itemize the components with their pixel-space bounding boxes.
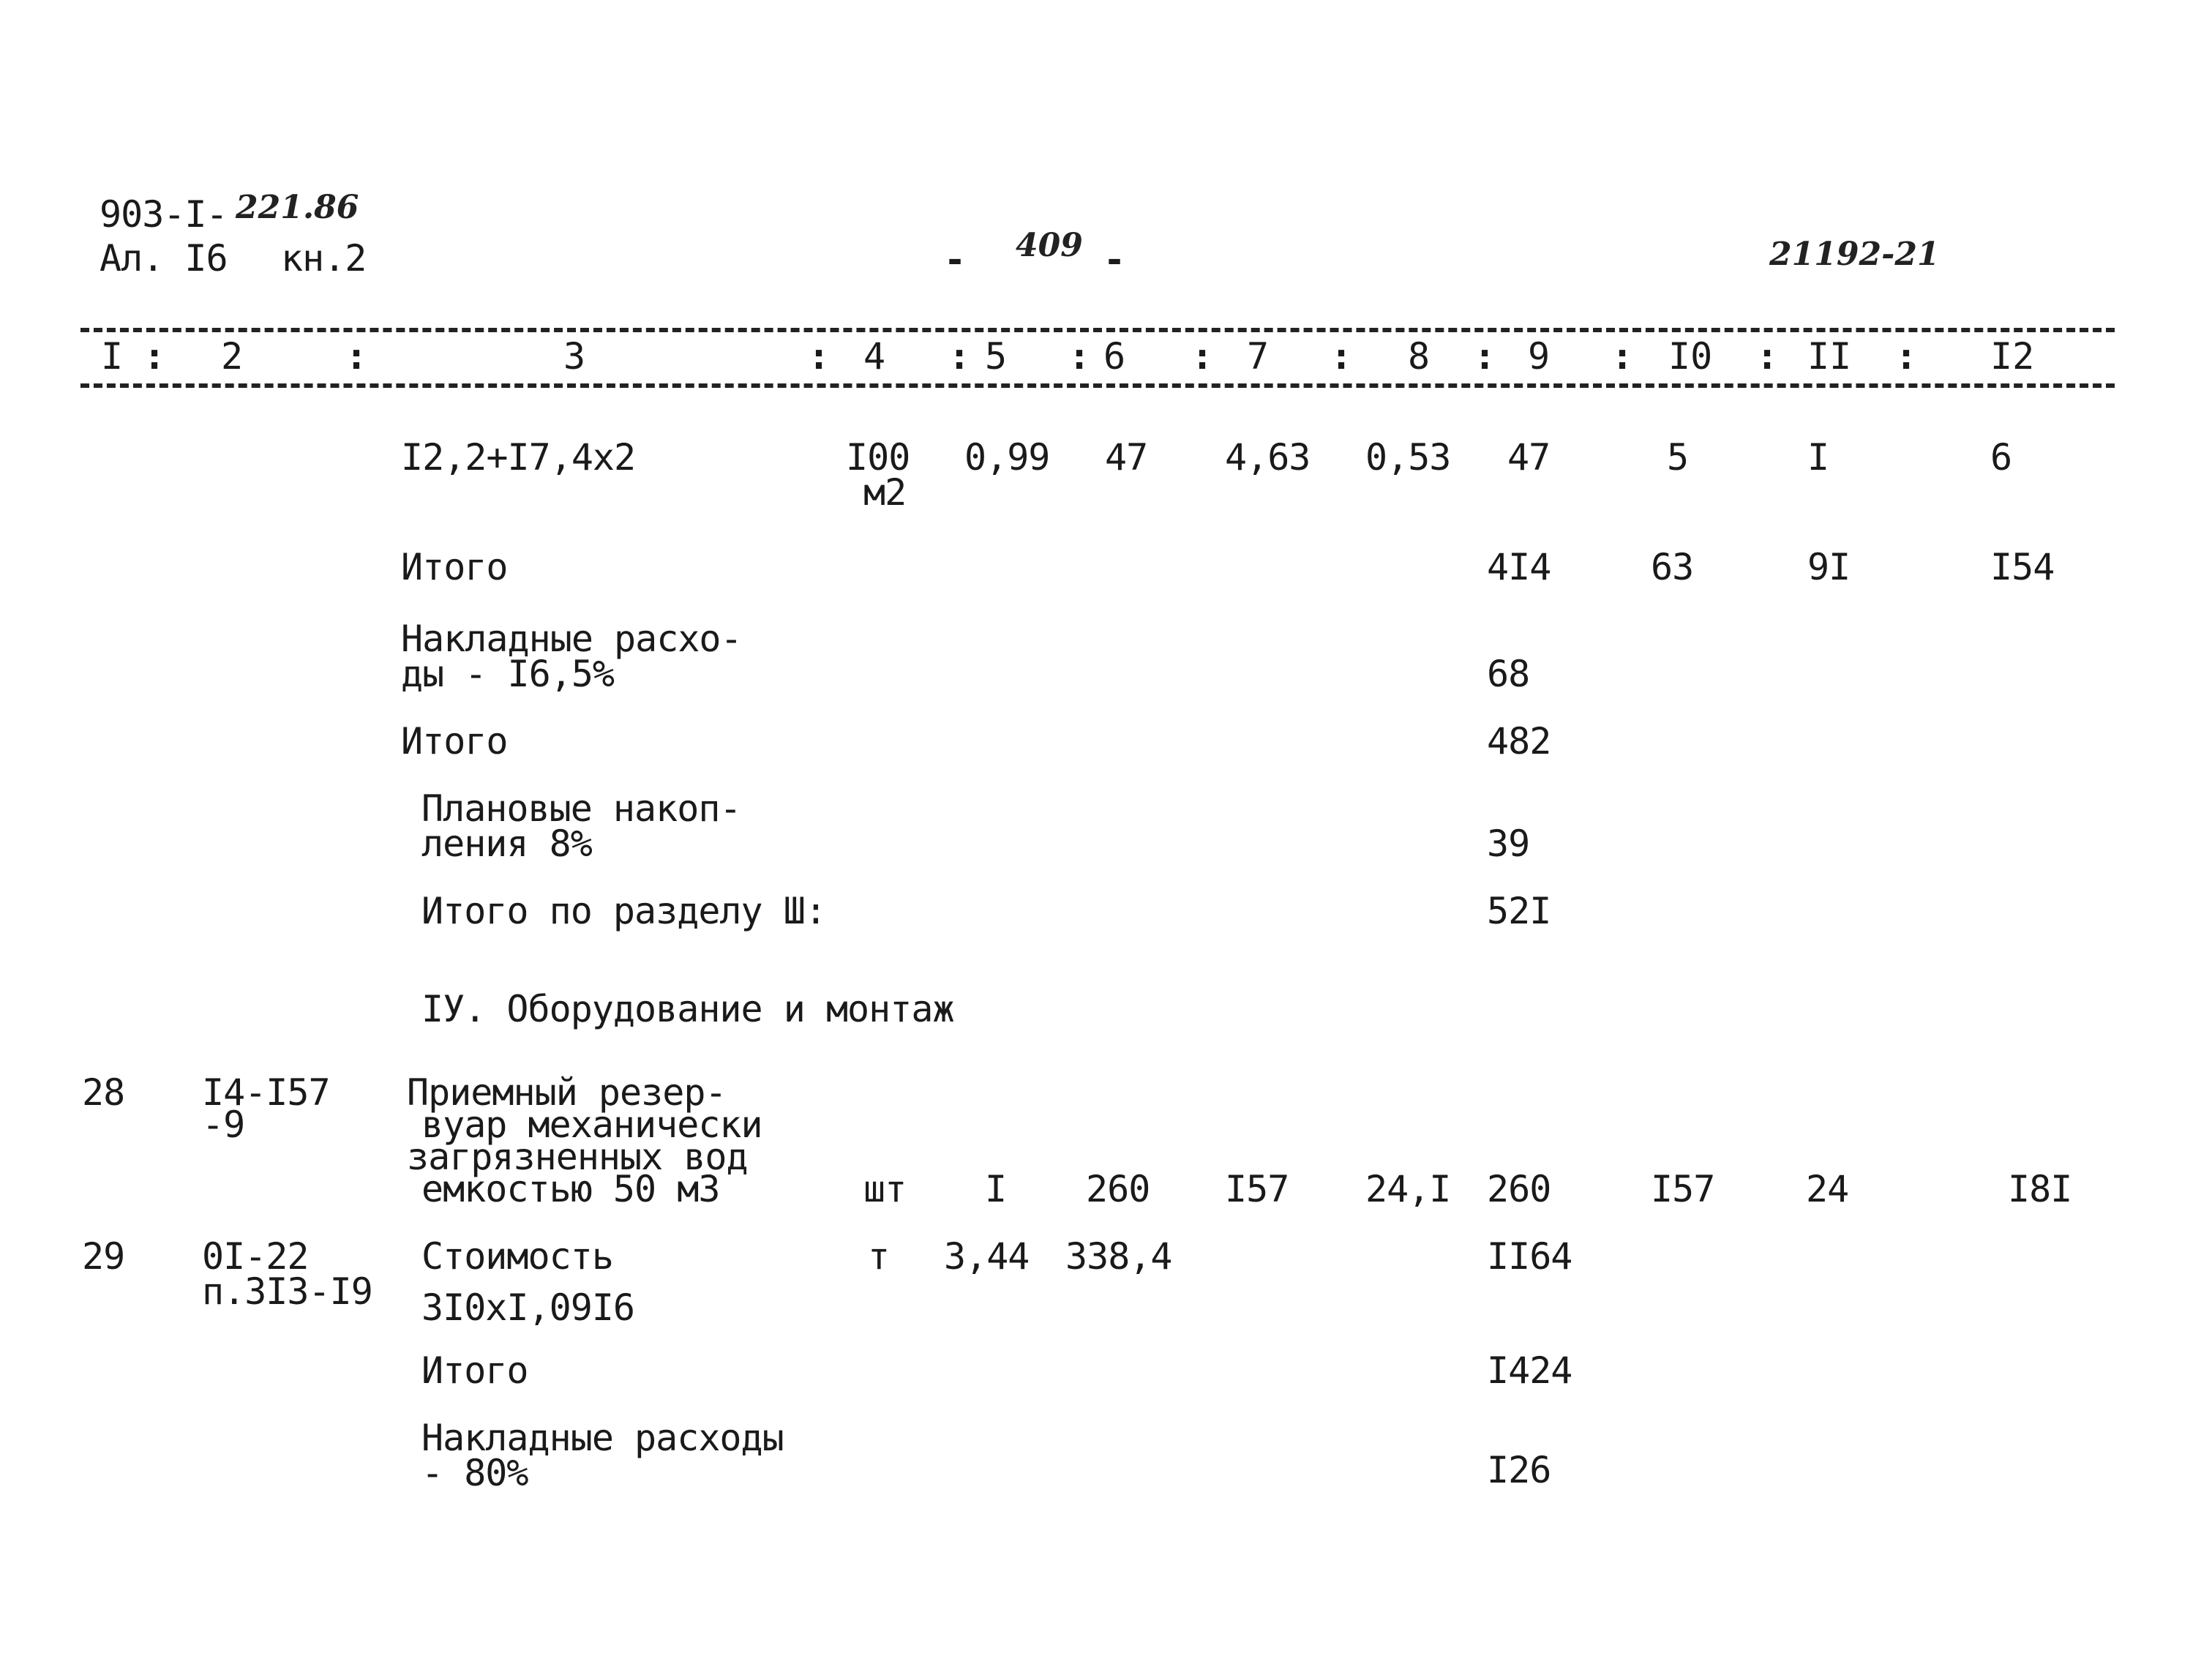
col-header-11: II (1807, 335, 1852, 378)
row-code-line2: -9 (202, 1103, 245, 1146)
doc-code: 903-I- (100, 193, 228, 236)
page-number: 409 (1016, 227, 1083, 264)
cell-col9: 52I (1487, 890, 1551, 932)
cell-col9: 482 (1487, 720, 1551, 762)
cell-col12: 6 (1990, 436, 2012, 479)
doc-code-handwritten: 221.86 (236, 189, 359, 226)
header-rule-top (80, 328, 2115, 332)
cell-col8: 0,53 (1365, 436, 1451, 479)
col-separator: : (1330, 335, 1353, 378)
row-description-line2: ды - I6,5% (401, 653, 615, 695)
page-dash-right: - (1103, 239, 1125, 281)
col-separator: : (808, 335, 831, 378)
row-description: Накладные расхо- (401, 618, 742, 660)
cell-col5: 3,44 (944, 1235, 1030, 1278)
row-description-line4: емкостью 50 м3 (421, 1168, 720, 1210)
row-code-line2: п.3I3-I9 (202, 1270, 372, 1313)
col-separator: : (143, 335, 166, 378)
row-unit: т (868, 1235, 890, 1278)
col-header-5: 5 (985, 335, 1008, 378)
cell-col9: 39 (1487, 822, 1530, 865)
col-separator: : (1191, 335, 1214, 378)
row-description: Итого по разделу Ш: (421, 890, 826, 932)
cell-col5: I (985, 1168, 1007, 1210)
cell-col11: 9I (1807, 546, 1851, 588)
row-unit: шт (863, 1168, 907, 1210)
cell-col6: 260 (1086, 1168, 1150, 1210)
cell-col10: 5 (1667, 436, 1689, 479)
col-header-12: I2 (1990, 335, 2035, 378)
row-description-line2: вуар механически (421, 1103, 762, 1146)
row-description-line2: 3I0xI,09I6 (421, 1286, 635, 1329)
cell-col5: 0,99 (964, 436, 1050, 479)
row-unit: I00 (846, 436, 910, 479)
page-dash-left: - (944, 239, 966, 281)
album-label: Ал. I6 (100, 237, 228, 280)
cell-col12: I54 (1990, 546, 2055, 588)
cell-col11: 24 (1806, 1168, 1849, 1210)
col-header-3: 3 (563, 335, 586, 378)
col-header-7: 7 (1247, 335, 1270, 378)
row-description: Приемный резер- (407, 1071, 727, 1114)
section-heading: IУ. Оборудование и монтаж (421, 988, 954, 1030)
registration-number: 21192-21 (1769, 236, 1940, 273)
cell-col9: 68 (1487, 653, 1530, 695)
row-description: Накладные расходы (421, 1417, 784, 1459)
col-separator: : (1474, 335, 1496, 378)
row-description: Итого (421, 1349, 528, 1392)
cell-col9: 47 (1507, 436, 1551, 479)
col-separator: : (345, 335, 368, 378)
row-description: Итого (401, 546, 508, 588)
col-header-10: I0 (1668, 335, 1713, 378)
col-separator: : (948, 335, 971, 378)
cell-col6: 338,4 (1065, 1235, 1172, 1278)
row-number: 28 (82, 1071, 125, 1114)
col-header-6: 6 (1103, 335, 1126, 378)
row-description-line2: ления 8% (421, 822, 592, 865)
col-separator: : (1611, 335, 1634, 378)
cell-col9: 4I4 (1487, 546, 1551, 588)
col-separator: : (1756, 335, 1779, 378)
cell-col12: I8I (2008, 1168, 2072, 1210)
header-rule-bottom (80, 383, 2115, 388)
col-header-8: 8 (1408, 335, 1431, 378)
cell-col7: 4,63 (1225, 436, 1311, 479)
cell-col7: I57 (1225, 1168, 1289, 1210)
row-description: Стоимость (421, 1235, 613, 1278)
cell-col9: 260 (1487, 1168, 1551, 1210)
row-number: 29 (82, 1235, 125, 1278)
row-description-line2: - 80% (421, 1452, 528, 1494)
col-separator: : (1895, 335, 1918, 378)
book-label: кн.2 (281, 237, 367, 280)
cell-col9: II64 (1487, 1235, 1572, 1278)
row-description: Плановые накоп- (421, 787, 741, 830)
cell-col9: I424 (1487, 1349, 1572, 1392)
cell-col11: I (1807, 436, 1829, 479)
col-header-9: 9 (1528, 335, 1551, 378)
row-unit-line2: м2 (863, 471, 907, 514)
cell-col6: 47 (1105, 436, 1148, 479)
cell-col10: 63 (1651, 546, 1694, 588)
cell-col9: I26 (1487, 1449, 1551, 1491)
cell-col8: 24,I (1365, 1168, 1451, 1210)
col-header-1: I (101, 335, 124, 378)
col-header-4: 4 (863, 335, 886, 378)
cell-col10: I57 (1651, 1168, 1715, 1210)
row-code: I4-I57 (202, 1071, 330, 1114)
row-description: I2,2+I7,4x2 (401, 436, 636, 479)
row-description: Итого (401, 720, 508, 762)
col-separator: : (1068, 335, 1091, 378)
col-header-2: 2 (221, 335, 244, 378)
row-description-line3: загрязненных вод (407, 1136, 748, 1178)
row-code: 0I-22 (202, 1235, 309, 1278)
